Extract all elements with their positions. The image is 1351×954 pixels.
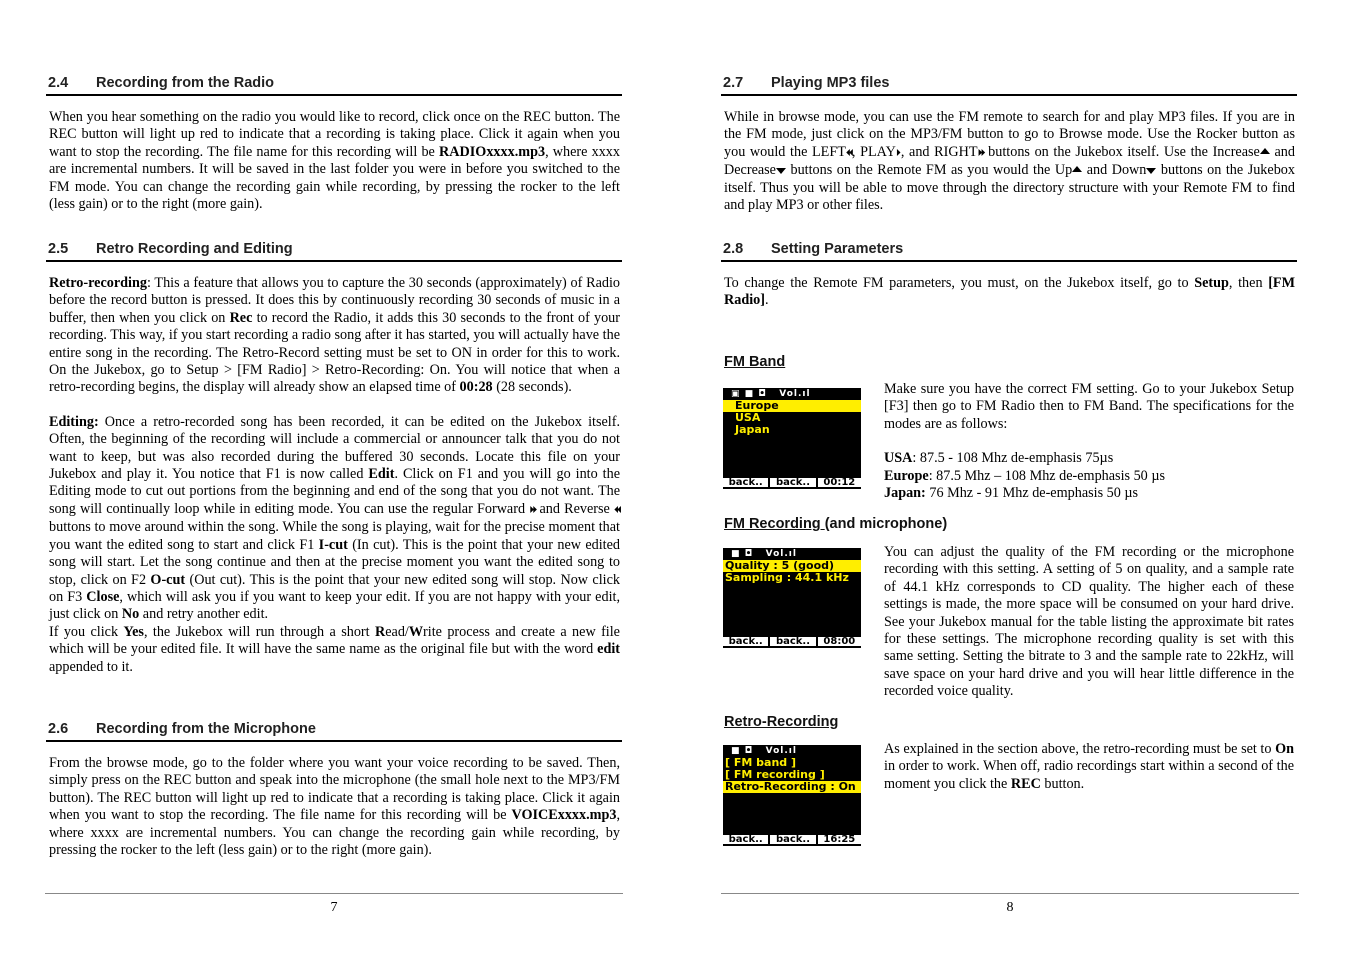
section-title: Setting Parameters [771, 241, 904, 257]
softkey-f1: back.. [723, 637, 770, 646]
retro-recording-text [884, 741, 1294, 793]
paragraph: When you hear something on the radio you would like to record, click once on the REC button. The REC button will light up red to indicate that a recording is taking place. Click it again when you want to stop the recording. The file name for this recording will be RADIOxxxx.mp3, where xxxx are incremental numbers. It will be saved in the last folder you were in before you switched to the FM mode. You can change the recording gain while recording, by pressing the rocker to the left (less gain) or to the right (more gain). [49, 109, 620, 213]
paragraph: You can adjust the quality of the FM recording or the microphone recording with this setting. A setting of 5 on quality, and a sample rate of 44.1 kHz corresponds to CD quality. The higher each of these settings is made, the more space will be consumed on your hard drive. See your Jukebox manual for the table listing the approximate bit rates for these settings. The microphone recording quality is set with this same setting. Setting the bitrate to 3 and the sample rate to 22kHz, will save space on your hard drive and you will hear little difference in the recorded voice quality. [884, 544, 1294, 700]
section-body [46, 755, 622, 859]
softkey-time: 16:25 [823, 834, 856, 845]
up-icon [1072, 166, 1082, 172]
increase-icon [1260, 148, 1270, 154]
screen-row: Retro-Recording : On [723, 781, 861, 793]
softkey-time: 00:12 [823, 477, 856, 488]
screen-softkey-bar [723, 833, 861, 846]
softkey-f1: back.. [723, 478, 770, 487]
screen-row: Europe [723, 400, 861, 412]
fm-recording-text [884, 544, 1294, 701]
section-heading [721, 75, 1297, 96]
section-title: Recording from the Radio [96, 75, 275, 91]
fast-forward-icon: ⏵⏵ [977, 147, 984, 159]
spec-europe: Europe: 87.5 Mhz – 108 Mhz de-emphasis 50 µs [884, 467, 1166, 484]
retro-recording-screen [723, 745, 861, 846]
fm-band-text [884, 381, 1294, 502]
page-footer [721, 893, 1299, 916]
retro-recording-heading: Retro-Recording [724, 714, 839, 730]
softkey-time: 08:00 [823, 636, 856, 647]
softkey-f2: back.. [770, 637, 817, 646]
screen-softkey-bar [723, 635, 861, 648]
section-heading [46, 241, 622, 262]
down-icon [1146, 168, 1156, 174]
section-body [721, 275, 1297, 310]
paragraph: To change the Remote FM parameters, you must, on the Jukebox itself, go to Setup, then [FM Radio]. [724, 275, 1295, 309]
screen-row: [ FM recording ] [725, 768, 825, 781]
softkey-f1: back.. [723, 835, 770, 844]
play-icon: ⏵ [895, 147, 901, 159]
paragraph-retro: Retro-recording: This a feature that allows you to capture the 30 seconds (approximately) of Radio before the record button is pressed. It does this by continuously recording 30 seconds of music in a buffer, then when you click on Rec to record the Radio, it adds this 30 seconds to the front of your recording. This way, if you start recording a radio song after it has started, you will actually have the entire song in the recording. The Retro-Record setting must be set to ON in order for this to work. On the Jukebox, go to Setup > [FM Radio] > Retro-Recording: On. You will notice that when a retro-recording begins, the display will already show an elapsed time of 00:28 (28 seconds). [49, 275, 620, 396]
paragraph: Make sure you have the correct FM setting. Go to your Jukebox Setup [F3] then go to FM Radio then to FM Band. The specifications for the modes are as follows: [884, 381, 1294, 432]
fm-band-screen [723, 388, 861, 489]
section-2-5 [46, 241, 622, 676]
paragraph: While in browse mode, you can use the FM remote to search for and play MP3 files. If you are in the FM mode, just click on the MP3/FM button to go to Browse mode. Use the Rocker button as you would the LEFT⏴⏴, PLAY⏵, and RIGHT⏵⏵ buttons on the Jukebox itself. Use the Increase and Decrease buttons on the Remote FM as you would the Up and Down buttons on the Jukebox itself. Thus you will be able to move through the directory structure with your Remote FM to find and play MP3 or other files. [724, 109, 1295, 214]
page-footer [45, 893, 623, 916]
screen-status-bar: ▣ ■ ◘ Vol.ıl [731, 389, 811, 399]
screen-softkey-bar [723, 476, 861, 489]
spec-japan: Japan: 76 Mhz - 91 Mhz de-emphasis 50 µs [884, 485, 1139, 502]
fm-recording-heading: FM Recording (and microphone) [724, 516, 948, 532]
section-body [46, 275, 622, 676]
softkey-f2: back.. [770, 478, 817, 487]
screen-row: Japan [735, 423, 770, 436]
screen-status-bar: ■ ◘ Vol.ıl [731, 746, 797, 756]
screen-status-bar: ■ ◘ Vol.ıl [731, 549, 797, 559]
section-body [721, 109, 1297, 214]
section-2-4 [46, 75, 622, 213]
softkey-f2: back.. [770, 835, 817, 844]
section-number: 2.5 [48, 241, 69, 257]
page-number: 8 [1006, 900, 1014, 915]
section-2-6 [46, 721, 622, 859]
screen-row: USA [735, 411, 761, 424]
section-number: 2.6 [48, 721, 69, 737]
section-number: 2.7 [723, 75, 744, 91]
section-title: Retro Recording and Editing [96, 241, 293, 257]
spec-usa: USA: 87.5 - 108 Mhz de-emphasis 75µs [884, 450, 1114, 467]
section-number: 2.4 [48, 75, 69, 91]
paragraph-editing: Editing: Once a retro-recorded song has been recorded, it can be edited on the Jukebox itself. Often, the beginning of the recording will include a commercial or announcer talk that you do not want to keep, but was also recorded during the buffered 30 seconds. Locate this file on your Jukebox and play it. You notice that F1 is now called Edit. Click on F1 and you will go into the Editing mode to cut out portions from the beginning and end of the song that you do not want. The song will continually loop while in editing mode. You can use the regular Forward ⏵⏵ and Reverse ⏴⏴ buttons to move around within the song. While the song is playing, wait for the precise moment that you want the edited song to start and click F1 I-cut (In cut). This is the point that your new edited song will start. Let the song continue and then at the precise moment you want the edited song to stop, click on F2 O-cut (Out cut). This is the point that your new edited song will stop. Now click on F3 Close, which will ask you if you want to keep your edit. If you are not happy with your edit, just click on No and retry another edit. [49, 413, 621, 623]
section-heading [46, 75, 622, 96]
section-2-7 [721, 75, 1297, 214]
reverse-icon: ⏴⏴ [614, 504, 620, 516]
paragraph: As explained in the section above, the retro-recording must be set to On in order to work. When off, radio recordings start within a second of the moment you click the REC button. [884, 741, 1294, 792]
selected-icon [725, 402, 732, 409]
fm-band-heading: FM Band [724, 354, 786, 370]
section-heading [721, 241, 1297, 262]
section-title: Playing MP3 files [771, 75, 890, 91]
fm-recording-screen [723, 548, 861, 648]
section-title: Recording from the Microphone [96, 721, 316, 737]
section-body [46, 109, 622, 213]
screen-row: Sampling : 44.1 kHz [725, 571, 849, 584]
section-number: 2.8 [723, 241, 744, 257]
section-heading [46, 721, 622, 742]
forward-icon: ⏵⏵ [529, 504, 536, 516]
screen-row: Quality : 5 (good) [723, 560, 861, 572]
decrease-icon [776, 168, 786, 174]
section-2-8 [721, 241, 1297, 310]
rewind-icon: ⏴⏴ [845, 147, 852, 159]
screen-row: [ FM band ] [725, 756, 797, 769]
paragraph-yes: If you click Yes, the Jukebox will run through a short Read/Write process and create a new file which will be your edited file. It will have the same name as the original file but with the word edit appended to it. [49, 623, 620, 675]
paragraph: From the browse mode, go to the folder where you want your voice recording to be saved. Then, simply press on the REC button and speak into the microphone (the small hole next to the MP3/FM button). The REC button will light up red to indicate that a recording is taking place. Click it again when you want to stop the recording. The file name for this recording will be VOICExxxx.mp3, where xxxx are incremental numbers. You can change the recording gain while recording, by pressing the rocker to the left (less gain) or to the right (more gain). [49, 755, 620, 859]
page-number: 7 [330, 900, 338, 915]
